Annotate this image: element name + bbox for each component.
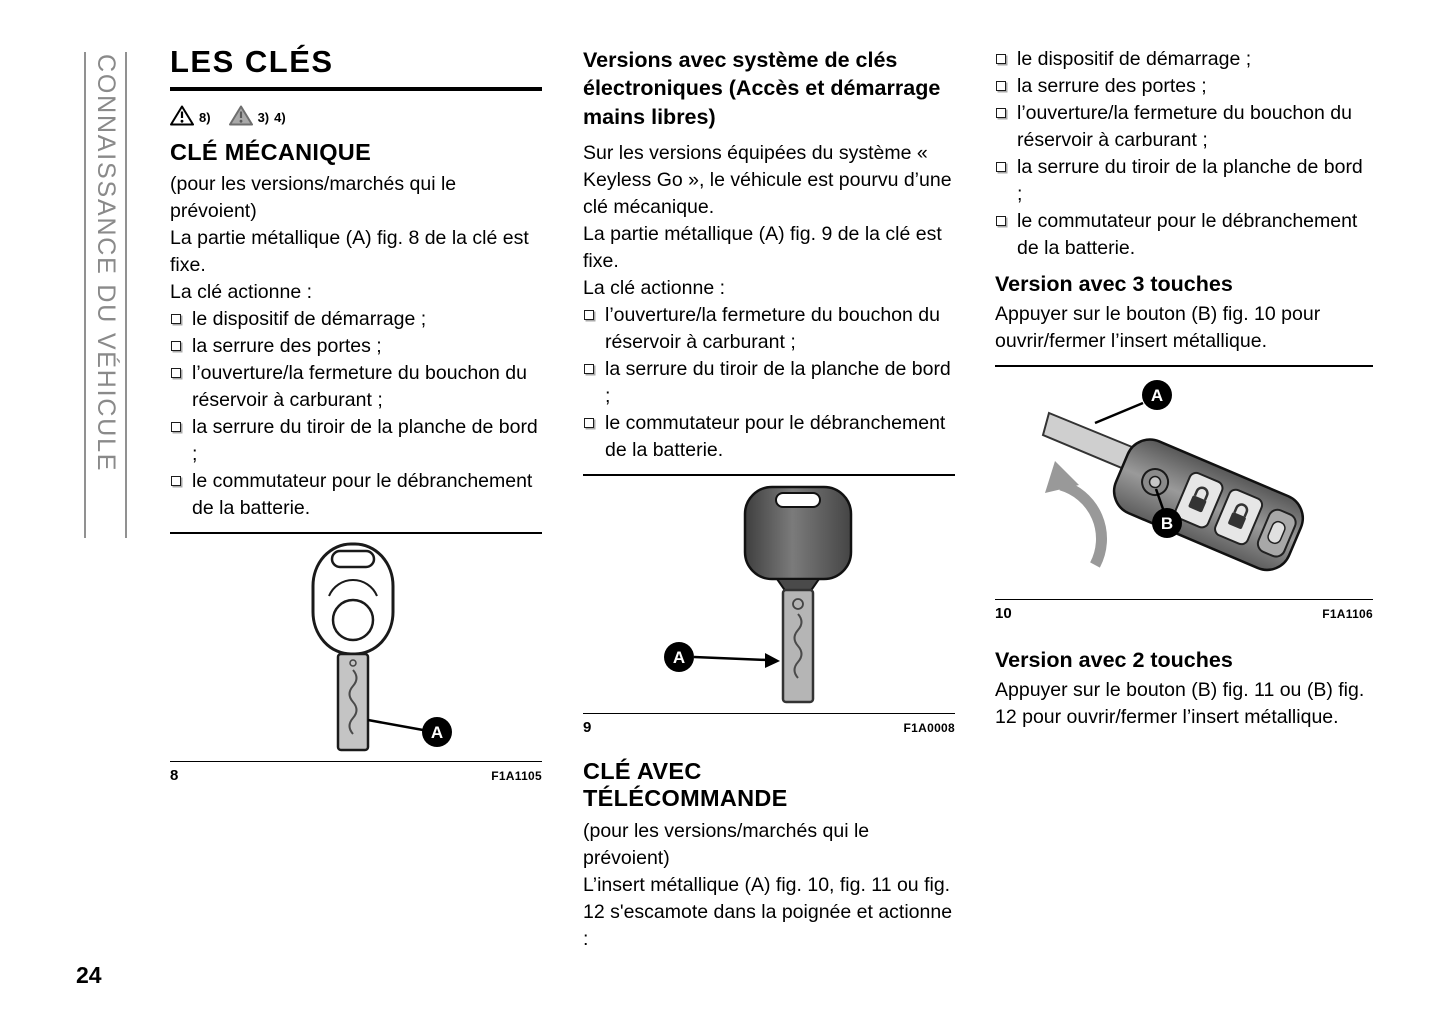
list-item-text: le commutateur pour le débranchement de la batterie. (1017, 210, 1358, 259)
paragraph: (pour les versions/marchés qui le prévoient) (170, 173, 457, 223)
heading-cle-telecommande: CLÉ AVEC TÉLÉCOMMANDE (583, 757, 788, 812)
figure-9-keyless-key (583, 476, 955, 713)
square-bullet-icon (996, 54, 1006, 64)
callout-a (664, 642, 694, 672)
figure-code: F1A1105 (491, 768, 542, 783)
page-number: 24 (76, 962, 102, 988)
callout-a (1142, 380, 1172, 410)
figure-number: 10 (995, 604, 1012, 622)
list-item (583, 356, 955, 410)
paragraph: L’insert métallique (A) fig. 10, fig. 11 ou fig. 12 s'escamote dans la poignée et actionne : (583, 874, 953, 951)
rotation-arrow-icon (1061, 485, 1102, 565)
list-item (170, 333, 542, 360)
paragraph: Appuyer sur le bouton (B) fig. 11 ou (B) fig. 12 pour ouvrir/fermer l’insert métallique. (995, 678, 1365, 728)
square-bullet-icon (171, 341, 181, 351)
square-bullet-icon (171, 422, 181, 432)
svg-text:A: A (430, 722, 444, 742)
bullet-list (995, 46, 1373, 262)
figure-number: 9 (583, 718, 592, 736)
list-item (995, 46, 1373, 73)
paragraph: La partie métallique (A) fig. 9 de la clé est fixe. (583, 223, 942, 273)
list-item (170, 468, 542, 522)
paragraph: La partie métallique (A) fig. 8 de la clé est fixe. (170, 227, 529, 277)
heading-version-2-touches: Version avec 2 touches (995, 647, 1233, 672)
callout-b (1152, 508, 1182, 538)
callout-a (422, 717, 452, 747)
paragraph: Sur les versions équipées du système « Keyless Go », le véhicule est pourvu d’une clé mécanique. (583, 142, 952, 219)
square-bullet-icon (996, 162, 1006, 172)
figure-code: F1A0008 (903, 720, 955, 735)
bullet-list (583, 302, 955, 464)
square-bullet-icon (171, 476, 181, 486)
paragraph: (pour les versions/marchés qui le prévoient) (583, 820, 870, 870)
chapter-sidebar (84, 52, 127, 538)
svg-text:A: A (1150, 385, 1163, 405)
column-2 (583, 46, 955, 953)
square-bullet-icon (996, 216, 1006, 226)
heading-keyless-versions: Versions avec système de clés électroniques (Accès et démarrage mains libres) (583, 48, 941, 129)
caution-icon (229, 105, 253, 126)
list-item (995, 154, 1373, 208)
figure-10-remote-key (995, 367, 1373, 599)
bullet-list (170, 306, 542, 522)
sidebar-rule-right (125, 52, 127, 538)
list-item (170, 414, 542, 468)
paragraph: Appuyer sur le bouton (B) fig. 10 pour ouvrir/fermer l’insert métallique. (995, 303, 1321, 352)
list-item (995, 208, 1373, 262)
list-item-text: la serrure des portes ; (192, 335, 382, 358)
title-rule (170, 87, 542, 91)
figure-8-mechanical-key (170, 534, 542, 761)
keyless-key-illustration (619, 482, 919, 707)
list-item-text: la serrure des portes ; (1017, 75, 1207, 97)
figure-code: F1A1106 (1322, 606, 1373, 621)
column-3 (995, 46, 1373, 731)
square-bullet-icon (171, 314, 181, 324)
warning-note-ref: 8) (199, 109, 211, 125)
figure-number: 8 (170, 766, 179, 784)
list-item (170, 306, 542, 333)
square-bullet-icon (171, 368, 181, 378)
list-item-text: le commutateur pour le débranchement de la batterie. (192, 470, 533, 520)
list-item (583, 410, 955, 464)
chapter-title-vertical: CONNAISSANCE DU VÉHICULE (92, 54, 120, 473)
caution-note-ref: 4) (274, 109, 286, 125)
caution-note-ref: 3) (257, 109, 270, 125)
list-item-text: le dispositif de démarrage ; (192, 308, 427, 331)
square-bullet-icon (996, 108, 1006, 118)
list-item-text: le commutateur pour le débranchement de la batterie. (605, 412, 946, 462)
list-item-text: la serrure du tiroir de la planche de bord ; (1017, 156, 1363, 205)
figure-caption (583, 713, 955, 736)
square-bullet-icon (584, 418, 594, 428)
list-item (583, 302, 955, 356)
figure-caption (995, 599, 1373, 622)
paragraph: La clé actionne : (583, 277, 726, 300)
svg-text:A: A (672, 647, 686, 667)
list-item (995, 73, 1373, 100)
list-item (995, 100, 1373, 154)
list-item-text: la serrure du tiroir de la planche de bord ; (192, 416, 538, 466)
figure-caption (170, 761, 542, 784)
list-item-text: l’ouverture/la fermeture du bouchon du réservoir à carburant ; (1017, 102, 1352, 151)
heading-cle-mecanique: CLÉ MÉCANIQUE (170, 138, 372, 165)
warning-triangle-icon (170, 105, 194, 126)
list-item-text: la serrure du tiroir de la planche de bord ; (605, 358, 951, 408)
list-item-text: l’ouverture/la fermeture du bouchon du réservoir à carburant ; (605, 304, 940, 354)
square-bullet-icon (996, 81, 1006, 91)
section-title: LES CLÉS (170, 44, 334, 79)
list-item (170, 360, 542, 414)
column-1 (170, 46, 542, 784)
heading-version-3-touches: Version avec 3 touches (995, 272, 1233, 296)
warning-reference-row (170, 102, 542, 126)
remote-key-illustration (997, 373, 1372, 593)
list-item-text: l’ouverture/la fermeture du bouchon du réservoir à carburant ; (192, 362, 527, 412)
mechanical-key-illustration (231, 540, 481, 755)
svg-text:B: B (1160, 513, 1173, 533)
list-item-text: le dispositif de démarrage ; (1017, 48, 1252, 70)
paragraph: La clé actionne : (170, 281, 313, 304)
square-bullet-icon (584, 310, 594, 320)
square-bullet-icon (584, 364, 594, 374)
